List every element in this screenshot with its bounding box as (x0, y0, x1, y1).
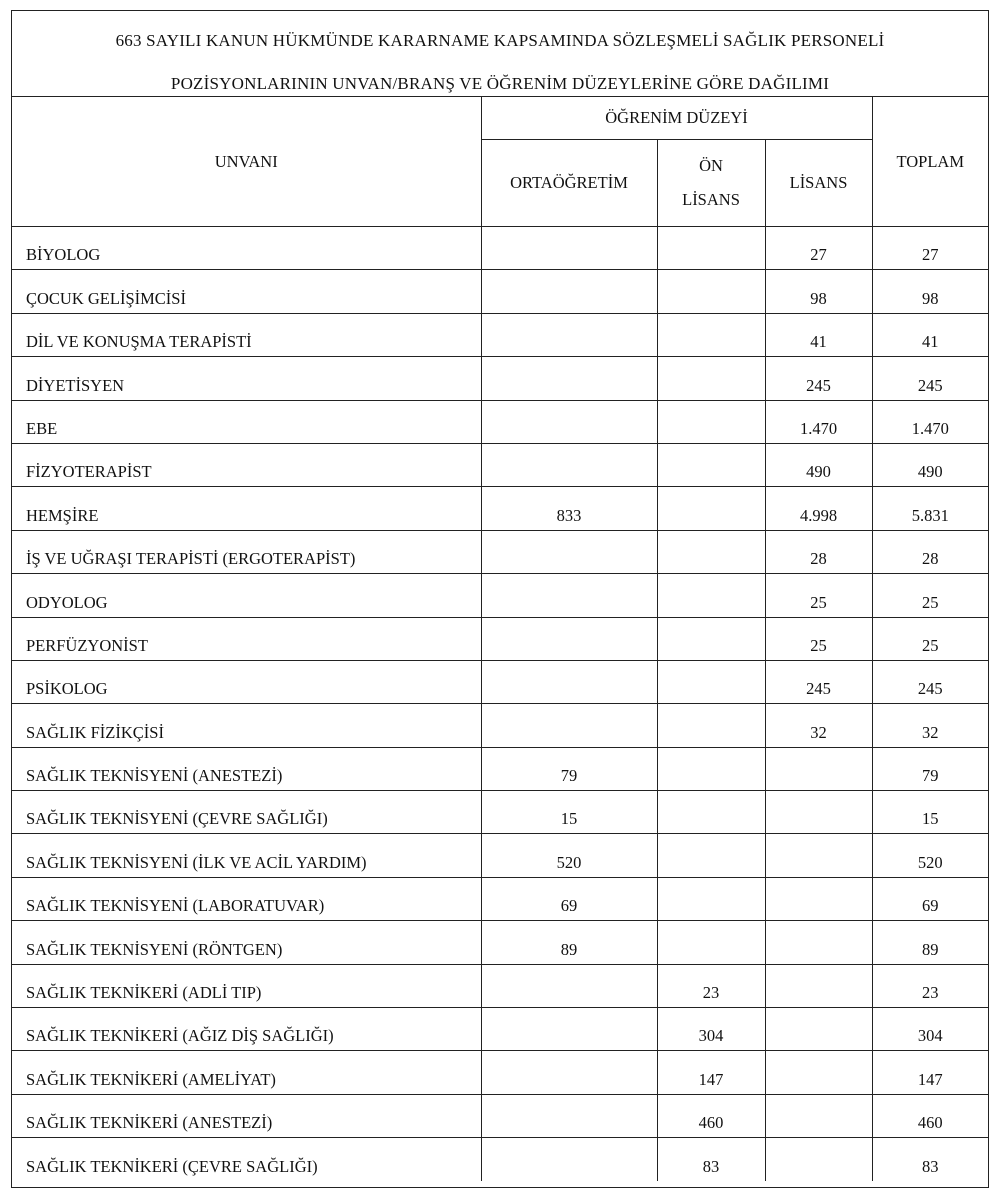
cell-lisans (765, 834, 872, 877)
cell-toplam: 83 (872, 1138, 988, 1181)
cell-unvan: SAĞLIK TEKNİSYENİ (ANESTEZİ) (12, 747, 481, 790)
cell-lisans (765, 791, 872, 834)
cell-ortaogretim: 79 (481, 747, 657, 790)
cell-lisans: 25 (765, 617, 872, 660)
cell-lisans (765, 747, 872, 790)
cell-lisans: 25 (765, 574, 872, 617)
cell-toplam: 1.470 (872, 400, 988, 443)
cell-ortaogretim (481, 357, 657, 400)
cell-lisans: 245 (765, 660, 872, 703)
header-ortaogretim: ORTAÖĞRETİM (481, 140, 657, 227)
header-toplam: TOPLAM (872, 97, 988, 227)
cell-on-lisans (657, 791, 765, 834)
table-row (12, 834, 988, 877)
table-row (12, 921, 988, 964)
cell-ortaogretim (481, 574, 657, 617)
cell-ortaogretim: 520 (481, 834, 657, 877)
cell-unvan: BİYOLOG (12, 227, 481, 270)
cell-ortaogretim (481, 704, 657, 747)
cell-lisans: 1.470 (765, 400, 872, 443)
cell-ortaogretim: 69 (481, 877, 657, 920)
cell-unvan: FİZYOTERAPİST (12, 443, 481, 486)
cell-on-lisans (657, 313, 765, 356)
cell-toplam: 27 (872, 227, 988, 270)
cell-toplam: 460 (872, 1094, 988, 1137)
cell-lisans (765, 921, 872, 964)
table-body (12, 227, 988, 1182)
cell-ortaogretim: 89 (481, 921, 657, 964)
cell-toplam: 98 (872, 270, 988, 313)
cell-on-lisans (657, 574, 765, 617)
table-row (12, 313, 988, 356)
cell-ortaogretim (481, 227, 657, 270)
title-line-1: 663 SAYILI KANUN HÜKMÜNDE KARARNAME KAPSAMINDA SÖZLEŞMELİ SAĞLIK PERSONELİ (115, 31, 885, 50)
cell-ortaogretim (481, 1094, 657, 1137)
cell-lisans (765, 1094, 872, 1137)
table-row (12, 1094, 988, 1137)
cell-on-lisans (657, 747, 765, 790)
table-row (12, 747, 988, 790)
table-row (12, 877, 988, 920)
cell-toplam: 41 (872, 313, 988, 356)
cell-on-lisans (657, 443, 765, 486)
cell-ortaogretim (481, 313, 657, 356)
cell-on-lisans (657, 921, 765, 964)
cell-ortaogretim (481, 1008, 657, 1051)
cell-ortaogretim (481, 530, 657, 573)
table-row (12, 1008, 988, 1051)
cell-unvan: ÇOCUK GELİŞİMCİSİ (12, 270, 481, 313)
cell-unvan: SAĞLIK TEKNİKERİ (AMELİYAT) (12, 1051, 481, 1094)
cell-unvan: SAĞLIK TEKNİSYENİ (RÖNTGEN) (12, 921, 481, 964)
cell-toplam: 245 (872, 660, 988, 703)
cell-on-lisans (657, 400, 765, 443)
cell-lisans: 28 (765, 530, 872, 573)
table-row (12, 704, 988, 747)
cell-lisans: 32 (765, 704, 872, 747)
cell-unvan: SAĞLIK TEKNİSYENİ (ÇEVRE SAĞLIĞI) (12, 791, 481, 834)
header-on-lisans-line-2: LİSANS (682, 190, 740, 209)
cell-toplam: 147 (872, 1051, 988, 1094)
cell-on-lisans (657, 530, 765, 573)
cell-on-lisans (657, 834, 765, 877)
cell-ortaogretim (481, 1138, 657, 1181)
cell-on-lisans (657, 487, 765, 530)
cell-toplam: 5.831 (872, 487, 988, 530)
cell-toplam: 23 (872, 964, 988, 1007)
cell-ortaogretim (481, 443, 657, 486)
document-sheet (11, 10, 989, 1188)
cell-toplam: 304 (872, 1008, 988, 1051)
cell-lisans: 490 (765, 443, 872, 486)
table-row (12, 400, 988, 443)
cell-unvan: SAĞLIK TEKNİKERİ (ANESTEZİ) (12, 1094, 481, 1137)
distribution-table (12, 97, 988, 1181)
header-lisans: LİSANS (765, 140, 872, 227)
cell-lisans: 245 (765, 357, 872, 400)
cell-ortaogretim (481, 270, 657, 313)
cell-unvan: SAĞLIK TEKNİKERİ (AĞIZ DİŞ SAĞLIĞI) (12, 1008, 481, 1051)
cell-lisans (765, 877, 872, 920)
cell-lisans: 98 (765, 270, 872, 313)
cell-toplam: 25 (872, 617, 988, 660)
cell-unvan: HEMŞİRE (12, 487, 481, 530)
cell-ortaogretim (481, 964, 657, 1007)
cell-lisans (765, 1051, 872, 1094)
cell-lisans (765, 964, 872, 1007)
cell-unvan: ODYOLOG (12, 574, 481, 617)
cell-ortaogretim (481, 1051, 657, 1094)
cell-unvan: İŞ VE UĞRAŞI TERAPİSTİ (ERGOTERAPİST) (12, 530, 481, 573)
cell-unvan: SAĞLIK FİZİKÇİSİ (12, 704, 481, 747)
cell-lisans (765, 1138, 872, 1181)
cell-toplam: 89 (872, 921, 988, 964)
header-on-lisans (657, 140, 765, 227)
cell-on-lisans (657, 270, 765, 313)
table-row (12, 791, 988, 834)
cell-on-lisans (657, 704, 765, 747)
cell-unvan: SAĞLIK TEKNİKERİ (ADLİ TIP) (12, 964, 481, 1007)
cell-toplam: 28 (872, 530, 988, 573)
cell-ortaogretim (481, 617, 657, 660)
cell-unvan: DİYETİSYEN (12, 357, 481, 400)
cell-on-lisans: 460 (657, 1094, 765, 1137)
document-title (12, 11, 988, 97)
table-row (12, 1051, 988, 1094)
cell-ortaogretim (481, 660, 657, 703)
header-unvani: UNVANI (12, 97, 481, 227)
cell-unvan: DİL VE KONUŞMA TERAPİSTİ (12, 313, 481, 356)
cell-toplam: 79 (872, 747, 988, 790)
table-row (12, 530, 988, 573)
cell-on-lisans (657, 877, 765, 920)
cell-lisans: 27 (765, 227, 872, 270)
header-on-lisans-line-1: ÖN (699, 156, 723, 175)
table-row (12, 1138, 988, 1181)
table-row (12, 660, 988, 703)
cell-toplam: 15 (872, 791, 988, 834)
cell-on-lisans: 304 (657, 1008, 765, 1051)
cell-on-lisans: 23 (657, 964, 765, 1007)
table-row (12, 617, 988, 660)
cell-ortaogretim: 15 (481, 791, 657, 834)
cell-unvan: PSİKOLOG (12, 660, 481, 703)
cell-on-lisans (657, 660, 765, 703)
cell-toplam: 490 (872, 443, 988, 486)
cell-toplam: 25 (872, 574, 988, 617)
cell-unvan: SAĞLIK TEKNİSYENİ (İLK VE ACİL YARDIM) (12, 834, 481, 877)
cell-lisans (765, 1008, 872, 1051)
table-row (12, 270, 988, 313)
header-ogrenim-duzeyi: ÖĞRENİM DÜZEYİ (481, 97, 872, 140)
title-line-2: POZİSYONLARININ UNVAN/BRANŞ VE ÖĞRENİM DÜZEYLERİNE GÖRE DAĞILIMI (170, 74, 830, 93)
table-row (12, 357, 988, 400)
cell-toplam: 32 (872, 704, 988, 747)
cell-on-lisans (657, 227, 765, 270)
table-row (12, 227, 988, 270)
cell-ortaogretim (481, 400, 657, 443)
table-row (12, 487, 988, 530)
cell-toplam: 245 (872, 357, 988, 400)
cell-unvan: PERFÜZYONİST (12, 617, 481, 660)
cell-ortaogretim: 833 (481, 487, 657, 530)
cell-lisans: 41 (765, 313, 872, 356)
cell-unvan: SAĞLIK TEKNİSYENİ (LABORATUVAR) (12, 877, 481, 920)
table-row (12, 443, 988, 486)
cell-unvan: EBE (12, 400, 481, 443)
cell-on-lisans (657, 357, 765, 400)
cell-toplam: 69 (872, 877, 988, 920)
table-row (12, 574, 988, 617)
table-row (12, 964, 988, 1007)
cell-on-lisans: 83 (657, 1138, 765, 1181)
cell-lisans: 4.998 (765, 487, 872, 530)
cell-on-lisans (657, 617, 765, 660)
cell-unvan: SAĞLIK TEKNİKERİ (ÇEVRE SAĞLIĞI) (12, 1138, 481, 1181)
cell-toplam: 520 (872, 834, 988, 877)
cell-on-lisans: 147 (657, 1051, 765, 1094)
